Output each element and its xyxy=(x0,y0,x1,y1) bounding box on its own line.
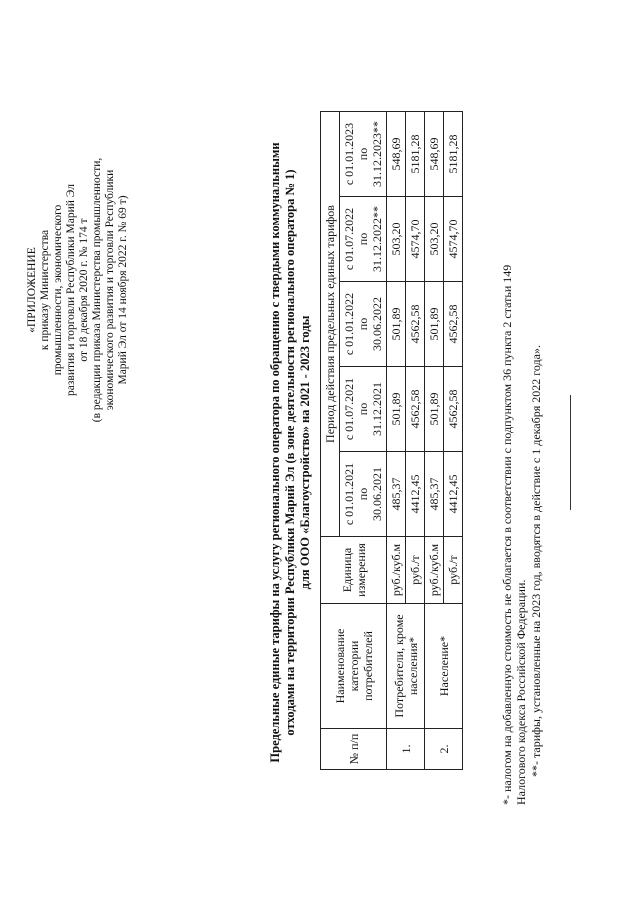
header-num: № п/п xyxy=(321,729,387,770)
appendix-line: «ПРИЛОЖЕНИЕ xyxy=(26,247,38,333)
footnote-vat: *- налогом на добавленную стоимость не облагается в соответствии с подпунктом 36 пункта 2 статьи 149 xyxy=(500,264,514,805)
period-by: по xyxy=(356,487,370,501)
table-row xyxy=(387,112,406,770)
tariff-cell: 501,89 xyxy=(425,367,444,452)
appendix-header xyxy=(26,120,130,460)
row-num: 1. xyxy=(387,729,425,770)
tariff-cell: 4562,58 xyxy=(444,367,463,452)
tariff-cell: 503,20 xyxy=(425,197,444,282)
period-to: 31.12.2023** xyxy=(370,121,384,187)
tariff-cell: 501,89 xyxy=(387,282,406,367)
row-unit: руб./куб.м xyxy=(425,537,444,604)
footnotes xyxy=(500,105,543,805)
header-period-group: Период действия предельных единых тарифов xyxy=(321,112,340,537)
appendix-line: промышленности, экономического xyxy=(52,204,64,376)
period-to: 30.06.2021 xyxy=(370,467,384,521)
tariff-cell: 548,69 xyxy=(425,112,444,197)
footnote-vat-continued: Налогового кодекса Российской Федерации. xyxy=(514,579,528,805)
row-unit: руб./т xyxy=(444,537,463,604)
tariff-cell: 4562,58 xyxy=(406,282,425,367)
tariff-cell: 5181,28 xyxy=(444,112,463,197)
period-by: по xyxy=(356,402,370,416)
tariff-cell: 501,89 xyxy=(425,282,444,367)
tariff-cell: 4412,45 xyxy=(406,452,425,537)
title-line: отходами на территории Республики Марий Эл (в зоне деятельности регионального оператора № 1) xyxy=(283,169,297,736)
document-title xyxy=(268,50,313,855)
period-by: по xyxy=(356,147,370,161)
table-row xyxy=(425,112,444,770)
period-from: с 01.07.2021 xyxy=(342,377,356,441)
header-period xyxy=(340,282,387,367)
tariff-cell: 548,69 xyxy=(387,112,406,197)
title-line: Предельные единые тарифы на услугу регионального оператора по обращению с твердыми коммунальными xyxy=(268,142,282,763)
tariff-cell: 4574,70 xyxy=(406,197,425,282)
tariff-cell: 4412,45 xyxy=(444,452,463,537)
title-line: для ООО «Благоустройство» на 2021 - 2023 годы xyxy=(298,315,312,590)
appendix-line: развития и торговли Республики Марий Эл xyxy=(65,184,77,396)
appendix-line: к приказу Министерства xyxy=(39,229,51,351)
period-to: 31.12.2022** xyxy=(370,206,384,272)
header-period xyxy=(340,367,387,452)
tariff-cell: 501,89 xyxy=(387,367,406,452)
row-unit: руб./куб.м xyxy=(387,537,406,604)
tariff-cell: 485,37 xyxy=(425,452,444,537)
period-from: с 01.01.2023 xyxy=(342,122,356,186)
row-category: Потребители, кроме населения* xyxy=(387,604,425,729)
tariff-cell: 503,20 xyxy=(387,197,406,282)
tariff-cell: 5181,28 xyxy=(406,112,425,197)
period-by: по xyxy=(356,317,370,331)
tariff-cell: 4562,58 xyxy=(406,367,425,452)
header-unit: Единица измерения xyxy=(321,537,387,604)
header-period xyxy=(340,197,387,282)
period-to: 31.12.2021 xyxy=(370,382,384,436)
tariff-cell: 4574,70 xyxy=(444,197,463,282)
row-unit: руб./т xyxy=(406,537,425,604)
appendix-line: Марий Эл от 14 ноября 2022 г. № 69 т) xyxy=(117,195,129,385)
period-to: 30.06.2022 xyxy=(370,297,384,351)
tariff-cell: 485,37 xyxy=(387,452,406,537)
appendix-line: экономического развития и торговли Республики xyxy=(104,169,116,411)
footnote-2023: **- тарифы, установленные на 2023 год, вводятся в действие с 1 декабря 2022 года». xyxy=(529,345,543,777)
period-by: по xyxy=(356,232,370,246)
header-period xyxy=(340,112,387,197)
header-category: Наименование категории потребителей xyxy=(321,604,387,729)
period-from: с 01.01.2021 xyxy=(342,462,356,526)
row-category: Население* xyxy=(425,604,463,729)
row-num: 2. xyxy=(425,729,463,770)
header-period xyxy=(340,452,387,537)
separator-line xyxy=(570,395,571,510)
tariff-cell: 4562,58 xyxy=(444,282,463,367)
table-header-row xyxy=(321,112,340,770)
appendix-line: от 18 декабря 2020 г. № 174 т xyxy=(78,218,90,362)
period-from: с 01.07.2022 xyxy=(342,207,356,271)
tariffs-table xyxy=(320,111,463,770)
appendix-line: (в редакции приказа Министерства промышленности, xyxy=(91,157,103,423)
period-from: с 01.01.2022 xyxy=(342,292,356,356)
